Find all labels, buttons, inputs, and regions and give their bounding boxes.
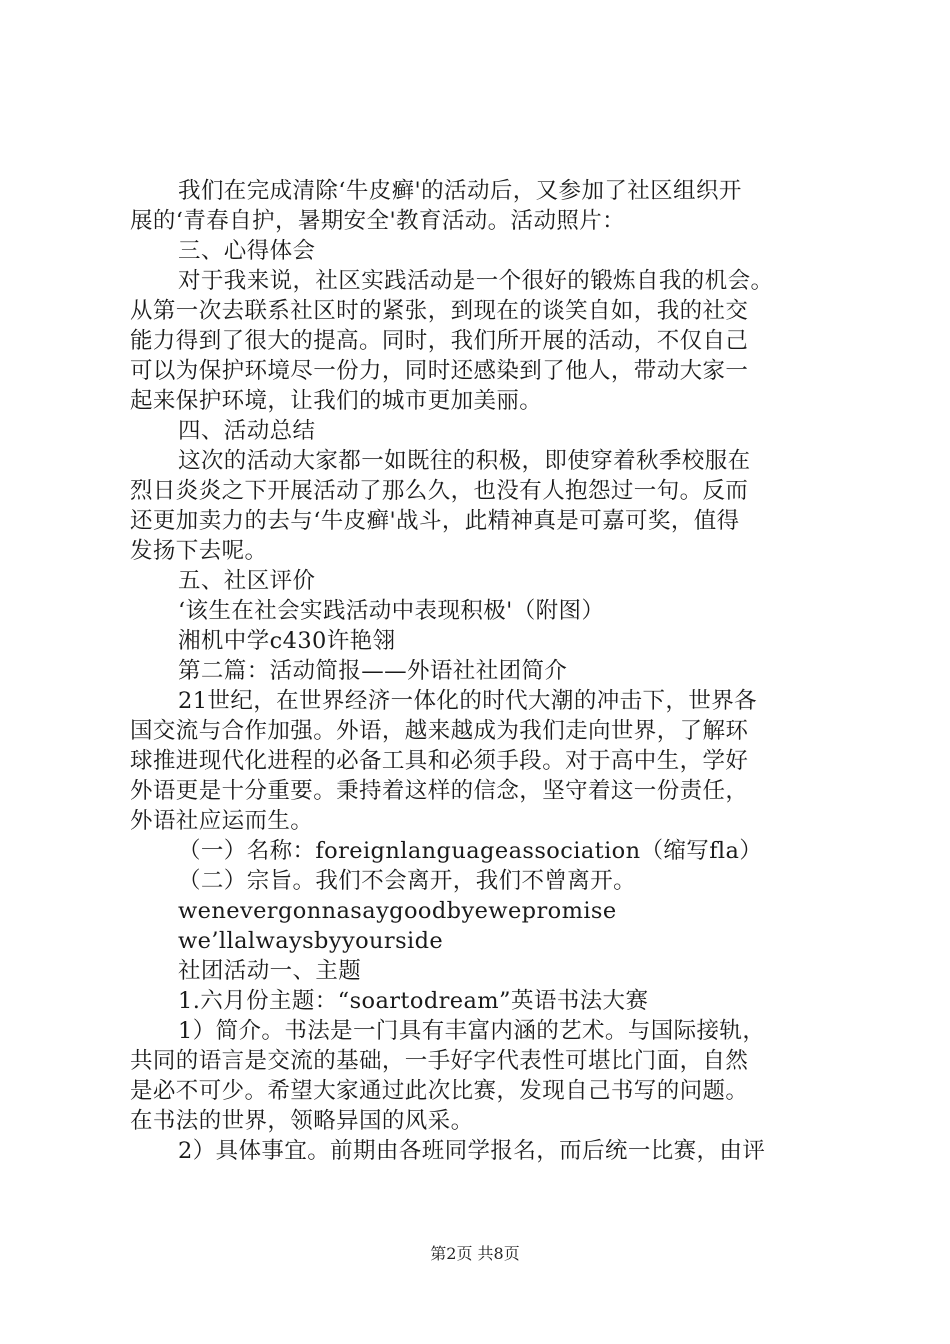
text-line: 在书法的世界，领略异国的风采。 — [130, 1108, 474, 1134]
text-line: 这次的活动大家都一如既往的积极，即使穿着秋季校服在 — [178, 448, 751, 474]
text-line: 是必不可少。希望大家通过此次比赛，发现自己书写的问题。 — [130, 1078, 749, 1104]
text-line: （二）宗旨。我们不会离开，我们不曾离开。 — [178, 868, 637, 894]
text-line: 共同的语言是交流的基础，一手好字代表性可堪比门面，自然 — [130, 1048, 749, 1074]
text-line: 能力得到了很大的提高。同时，我们所开展的活动，不仅自己 — [130, 328, 749, 354]
text-line: 我们在完成清除‘牛皮癣'的活动后，又参加了社区组织开 — [178, 178, 742, 204]
section-heading: 五、社区评价 — [178, 568, 316, 594]
text-line: 球推进现代化进程的必备工具和必须手段。对于高中生，学好 — [130, 748, 749, 774]
text-line: 起来保护环境，让我们的城市更加美丽。 — [130, 388, 543, 414]
text-line: 对于我来说，社区实践活动是一个很好的锻炼自我的机会。 — [178, 268, 774, 294]
page-number-footer: 第2页 共8页 — [430, 1244, 520, 1263]
text-line: wenevergonnasaygoodbyewepromise — [178, 898, 617, 924]
text-line: 21世纪，在世界经济一体化的时代大潮的冲击下，世界各 — [178, 688, 758, 714]
text-line: 还更加卖力的去与‘牛皮癣'战斗，此精神真是可嘉可奖，值得 — [130, 508, 740, 534]
text-line: 发扬下去呢。 — [130, 538, 268, 564]
text-line: 从第一次去联系社区时的紧张，到现在的谈笑自如，我的社交 — [130, 298, 749, 324]
text-line: 外语更是十分重要。秉持着这样的信念，坚守着这一份责任， — [130, 778, 749, 804]
text-line: 国交流与合作加强。外语，越来越成为我们走向世界，了解环 — [130, 718, 749, 744]
document-body — [130, 176, 830, 1166]
text-line: ‘该生在社会实践活动中表现积极'（附图） — [178, 598, 605, 624]
section-heading: 四、活动总结 — [178, 418, 316, 444]
section-heading: 社团活动一、主题 — [178, 958, 362, 984]
text-line: we’llalwaysbyyourside — [178, 928, 444, 954]
text-line: 2）具体事宜。前期由各班同学报名，而后统一比赛，由评 — [178, 1138, 766, 1164]
chapter-heading: 第二篇：活动简报——外语社社团简介 — [178, 658, 568, 684]
text-line: 展的‘青春自护，暑期安全'教育活动。活动照片： — [130, 208, 626, 234]
text-line: 1）简介。书法是一门具有丰富内涵的艺术。与国际接轨， — [178, 1018, 766, 1044]
text-line: （一）名称：foreignlanguageassociation（缩写fla） — [178, 838, 763, 864]
text-line: 烈日炎炎之下开展活动了那么久，也没有人抱怨过一句。反而 — [130, 478, 749, 504]
text-line: 外语社应运而生。 — [130, 808, 314, 834]
section-heading: 三、心得体会 — [178, 238, 316, 264]
text-line: 1.六月份主题：“soartodream”英语书法大赛 — [178, 988, 649, 1014]
text-line: 湘机中学c430许艳翎 — [178, 628, 396, 654]
text-line: 可以为保护环境尽一份力，同时还感染到了他人，带动大家一 — [130, 358, 749, 384]
